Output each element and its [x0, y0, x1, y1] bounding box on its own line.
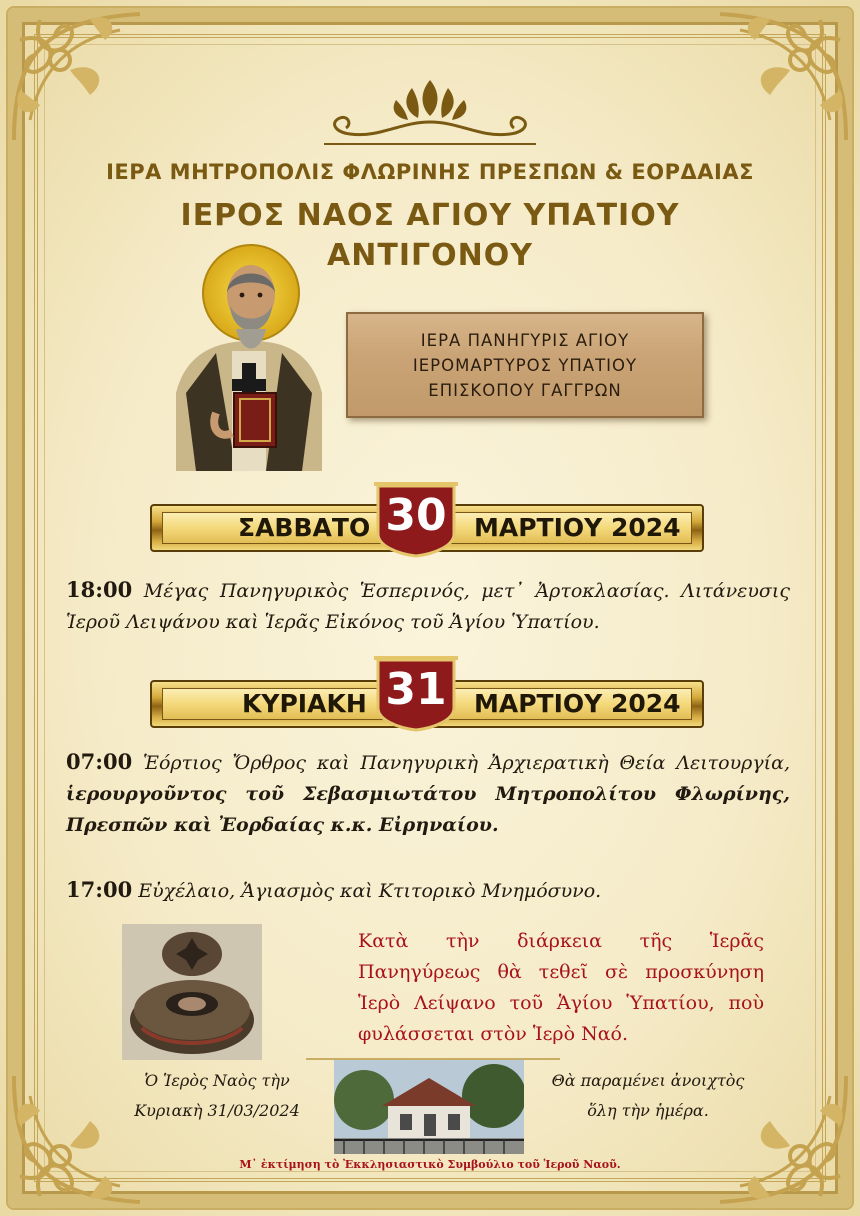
- day2-schedule-morning: [66, 746, 790, 841]
- day2-weekday: ΚΥΡΙΑΚΗ: [242, 689, 367, 718]
- caption-left-line2: Κυριακὴ 31/03/2024: [134, 1101, 300, 1120]
- caption-right-line2: ὅλη τὴν ἡμέρα.: [587, 1101, 709, 1120]
- caption-right-line1: Θὰ παραμένει ἀνοιχτὸς: [551, 1071, 745, 1090]
- plaque-line1: ΙΕΡΑ ΠΑΝΗΓΥΡΙΣ ΑΓΙΟΥ: [420, 330, 630, 350]
- day2-time1: 07:00: [66, 749, 133, 774]
- corner-ornament-icon: [0, 0, 150, 150]
- day1-time1: 18:00: [66, 577, 133, 602]
- day2-date-shield: [374, 656, 458, 732]
- church-title-line2: ΑΝΤΙΓΟΝΟΥ: [327, 238, 533, 273]
- day2-event2: Εὐχέλαιο, Ἁγιασμὸς καὶ Κτιτορικὸ Μνημόσυνο.: [138, 880, 602, 902]
- day2-event1b: ἱερουργοῦντος τοῦ Σεβασμιωτάτου Μητροπολίτου Φλωρίνης, Πρεσπῶν καὶ Ἐορδαίας κ.κ. Εἰρηναίου.: [66, 783, 790, 836]
- day1-date-number: 30: [385, 490, 447, 541]
- plaque-line3: ΕΠΙΣΚΟΠΟΥ ΓΑΓΓΡΩΝ: [428, 380, 622, 400]
- feast-plaque: [346, 312, 704, 418]
- caption-left-line1: Ὁ Ἱερὸς Ναὸς τὴν: [144, 1071, 290, 1090]
- day2-month-year: ΜΑΡΤΙΟΥ 2024: [474, 689, 681, 718]
- top-fleur-ornament-icon: [320, 78, 540, 154]
- relic-notice: Κατὰ τὴν διάρκεια τῆς Ἱερᾶς Πανηγύρεως θὰ τεθεῖ σὲ προσκύνηση Ἱερὸ Λείψανο τοῦ Ἁγίου Ὑπατίου, ποὺ φυλάσσεται στὸν Ἱερὸ Ναό.: [358, 930, 764, 1045]
- day2-schedule-evening: [66, 874, 790, 907]
- footer-note: Μ᾽ ἐκτίμηση τὸ Ἐκκλησιαστικὸ Συμβούλιο τοῦ Ἱεροῦ Ναοῦ.: [239, 1158, 621, 1171]
- church-photo: [334, 1060, 524, 1154]
- corner-ornament-icon: [710, 0, 860, 150]
- church-title-line1: ΙΕΡΟΣ ΝΑΟΣ ΑΓΙΟΥ ΥΠΑΤΙΟΥ: [180, 198, 680, 233]
- relic-reliquary-image: [122, 924, 262, 1060]
- plaque-line2: ΙΕΡΟΜΑΡΤΥΡΟΣ ΥΠΑΤΙΟΥ: [412, 355, 638, 375]
- church-caption-right: [530, 1066, 766, 1126]
- saint-icon-image: [176, 243, 322, 471]
- church-caption-left: [110, 1066, 324, 1126]
- day2-event1a: Ἑόρτιος Ὄρθρος καὶ Πανηγυρικὴ Ἀρχιερατικὴ Θεία Λειτουργία,: [142, 752, 790, 774]
- day1-weekday: ΣΑΒΒΑΤΟ: [238, 513, 371, 542]
- day1-date-shield: [374, 482, 458, 558]
- metropolis-title: ΙΕΡΑ ΜΗΤΡΟΠΟΛΙΣ ΦΛΩΡΙΝΗΣ ΠΡΕΣΠΩΝ & ΕΟΡΔΑΙΑΣ: [106, 160, 754, 184]
- day1-month-year: ΜΑΡΤΙΟΥ 2024: [474, 513, 681, 542]
- day2-date-number: 31: [385, 664, 447, 715]
- day1-event1: Μέγας Πανηγυρικὸς Ἑσπερινός, μετ᾽ Ἀρτοκλασίας. Λιτάνευσις Ἱεροῦ Λειψάνου καὶ Ἱερᾶς Εἰκόνος τοῦ Ἁγίου Ὑπατίου.: [66, 580, 790, 633]
- day2-time2: 17:00: [66, 877, 133, 902]
- day1-schedule: [66, 574, 790, 638]
